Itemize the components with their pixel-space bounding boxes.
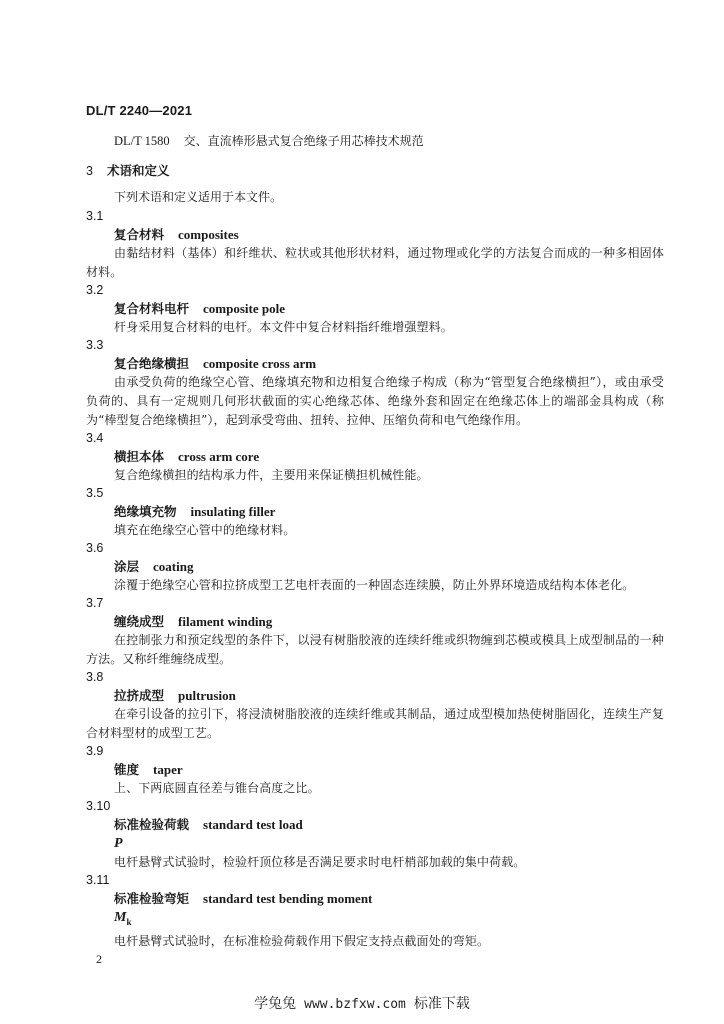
term-entry (86, 485, 664, 540)
term-definition: 复合绝缘横担的结构承力件，主要用来保证横担机械性能。 (114, 468, 429, 482)
term-chinese: 横担本体 (114, 449, 165, 464)
term-english: standard test load (203, 817, 303, 832)
term-number: 3.4 (86, 431, 104, 445)
term-number: 3.1 (86, 209, 104, 223)
symbol-letter: P (114, 836, 123, 851)
term-number: 3.9 (86, 744, 104, 758)
term-english: standard test bending moment (203, 891, 373, 906)
term-number: 3.10 (86, 799, 111, 813)
term-heading (114, 225, 664, 244)
term-definition: 上、下两底圆直径差与锥台高度之比。 (114, 781, 320, 795)
term-chinese: 涂层 (114, 559, 140, 574)
section-number: 3 (86, 164, 93, 178)
term-heading (114, 686, 664, 705)
section-heading (86, 161, 169, 179)
term-heading (114, 889, 664, 908)
term-english: taper (153, 762, 183, 777)
term-definition: 电杆悬臂式试验时，在标准检验荷载作用下假定支持点截面处的弯矩。 (114, 933, 490, 948)
term-number: 3.3 (86, 338, 104, 352)
term-english: composites (178, 227, 239, 242)
term-english: composite pole (203, 301, 285, 316)
term-heading (114, 447, 664, 466)
term-heading (114, 612, 664, 631)
term-entry (86, 872, 664, 951)
term-english: composite cross arm (203, 356, 317, 371)
term-entry (86, 430, 664, 485)
term-english: insulating filler (190, 504, 276, 519)
term-definition: 填充在绝缘空心管中的绝缘材料。 (114, 523, 296, 537)
term-definition: 由承受负荷的绝缘空心管、绝缘填充物和边相复合绝缘子构成（称为“管型复合绝缘横担”），或由承受负荷的、具有一定规则几何形状截面的实心绝缘芯体、绝缘外套和固定在绝缘芯体上的端部金具构成（称为“棒型复合绝缘横担”），起到承受弯曲、扭转、拉伸、压缩负荷和电气绝缘作用。 (86, 375, 664, 427)
term-heading (114, 760, 664, 779)
symbol-letter: M (114, 910, 127, 925)
term-entry (86, 669, 664, 743)
watermark-label: 标准下载 (413, 996, 470, 1012)
term-entry (86, 208, 664, 282)
term-entry (86, 282, 664, 337)
watermark (0, 993, 724, 1013)
term-number: 3.2 (86, 283, 104, 297)
term-symbol (114, 908, 664, 932)
term-chinese: 拉挤成型 (114, 688, 165, 703)
term-entry (86, 743, 664, 798)
term-heading (114, 354, 664, 373)
term-definition: 由黏结材料（基体）和纤维状、粒状或其他形状材料，通过物理或化学的方法复合而成的一种多相固体材料。 (86, 246, 664, 279)
watermark-brand: 学兔兔 (254, 996, 297, 1012)
term-number: 3.6 (86, 541, 104, 555)
watermark-site: www.bzfxw.com (304, 997, 406, 1012)
term-heading (114, 299, 664, 318)
term-definition: 电杆悬臂式试验时，检验杆顶位移是否满足要求时电杆梢部加载的集中荷载。 (114, 855, 526, 869)
term-heading (114, 815, 664, 834)
term-heading (114, 557, 664, 576)
term-entry (86, 798, 664, 872)
term-chinese: 标准检验荷载 (114, 817, 190, 832)
term-chinese: 缠绕成型 (114, 614, 165, 629)
term-english: filament winding (178, 614, 273, 629)
term-entry (86, 337, 664, 430)
term-definition: 杆身采用复合材料的电杆。本文件中复合材料指纤维增强塑料。 (114, 320, 453, 334)
term-definition: 在牵引设备的拉引下，将浸渍树脂胶液的连续纤维或其制品，通过成型模加热使树脂固化，连续生产复合材料型材的成型工艺。 (86, 707, 664, 740)
document-code-header: DL/T 2240—2021 (86, 103, 193, 118)
term-number: 3.11 (86, 873, 110, 887)
term-entry (86, 540, 664, 595)
term-english: pultrusion (178, 688, 236, 703)
term-symbol (114, 834, 664, 853)
term-english: coating (153, 559, 194, 574)
term-english: cross arm core (178, 449, 260, 464)
term-definition: 涂覆于绝缘空心管和拉挤成型工艺电杆表面的一种固态连续膜，防止外界环境造成结构本体老化。 (114, 578, 635, 592)
term-entries-list (86, 208, 664, 951)
reference-code: DL/T 1580 (114, 134, 170, 148)
reference-title: 交、直流棒形悬式复合绝缘子用芯棒技术规范 (183, 134, 424, 148)
term-chinese: 复合材料电杆 (114, 301, 190, 316)
term-chinese: 绝缘填充物 (114, 504, 177, 519)
term-chinese: 标准检验弯矩 (114, 891, 190, 906)
term-number: 3.7 (86, 596, 104, 610)
term-chinese: 复合材料 (114, 227, 165, 242)
term-chinese: 锥度 (114, 762, 140, 777)
page-number: 2 (96, 952, 102, 966)
term-heading (114, 502, 664, 521)
term-entry (86, 595, 664, 669)
term-number: 3.5 (86, 486, 104, 500)
symbol-subscript: k (126, 916, 132, 927)
term-number: 3.8 (86, 670, 104, 684)
section-intro: 下列术语和定义适用于本文件。 (114, 190, 283, 204)
section-title: 术语和定义 (106, 163, 170, 178)
term-chinese: 复合绝缘横担 (114, 356, 190, 371)
normative-reference (114, 132, 424, 149)
term-definition: 在控制张力和预定线型的条件下，以浸有树脂胶液的连续纤维或织物缠到芯模或模具上成型制品的一种方法。又称纤维缠绕成型。 (86, 633, 664, 666)
